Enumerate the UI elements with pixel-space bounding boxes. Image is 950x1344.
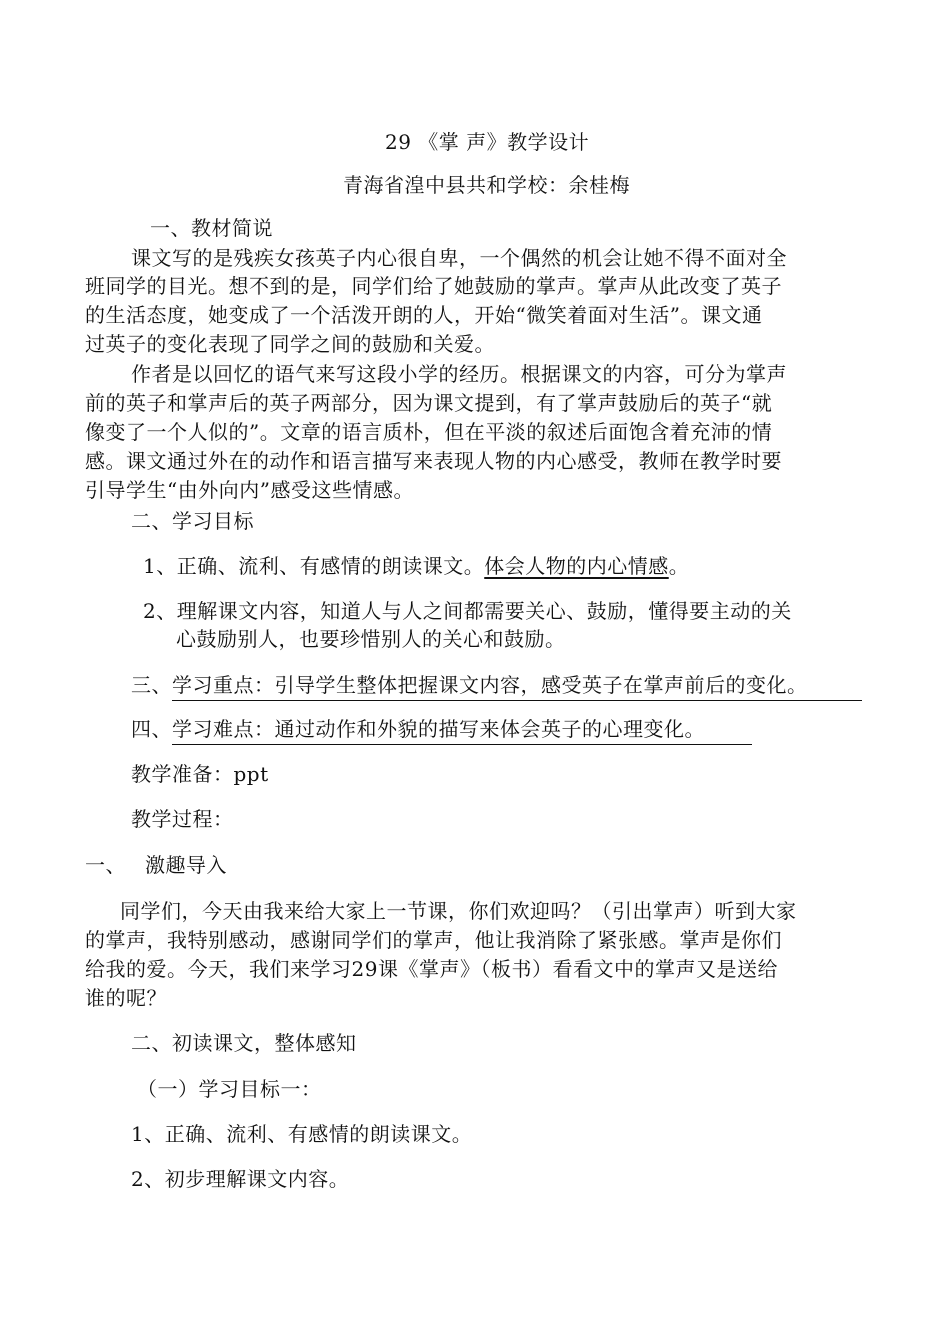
- intro-line4: 谁的呢？: [85, 986, 167, 1010]
- goal-1-underlined: 体会人物的内心情感: [484, 554, 669, 578]
- step1-title: 激趣导入: [145, 853, 227, 877]
- intro-line3: 给我的爱。今天，我们来学习29课《掌声》（板书）看看文中的掌声又是送给: [85, 957, 778, 981]
- para2-line5: 引导学生“由外向内”感受这些情感。: [85, 478, 414, 502]
- intro-line1: 同学们，今天由我来给大家上一节课，你们欢迎吗？（引出掌声）听到大家: [120, 899, 797, 923]
- document-title: 29 《掌 声》教学设计: [385, 130, 590, 154]
- section-heading-materials: 一、教材简说: [150, 216, 273, 240]
- para1-line3: 的生活态度，她变成了一个活泼开朗的人，开始“微笑着面对生活”。课文通: [85, 303, 763, 327]
- goal-2-line2: 心鼓励别人，也要珍惜别人的关心和鼓励。: [176, 627, 566, 651]
- para2-line1: 作者是以回忆的语气来写这段小学的经历。根据课文的内容，可分为掌声: [131, 362, 787, 386]
- difficulty: [131, 716, 752, 745]
- difficulty-prefix: 四、: [131, 717, 172, 741]
- sub1-item2: 2、初步理解课文内容。: [131, 1167, 350, 1191]
- para2-line2: 前的英子和掌声后的英子两部分，因为课文提到，有了掌声鼓励后的英子“就: [85, 391, 773, 415]
- goal-1: [143, 553, 689, 579]
- key-point-text: 学习重点：引导学生整体把握课文内容，感受英子在掌声前后的变化。: [172, 672, 862, 701]
- goal-1-end: 。: [668, 554, 690, 578]
- goal-2-line1: 2、理解课文内容，知道人与人之间都需要关心、鼓励，懂得要主动的关: [143, 599, 792, 623]
- para1-line4: 过英子的变化表现了同学之间的鼓励和关爱。: [85, 332, 495, 356]
- teaching-process: 教学过程：: [131, 807, 234, 831]
- key-point: [131, 672, 862, 701]
- para2-line3: 像变了一个人似的”。文章的语言质朴，但在平淡的叙述后面饱含着充沛的情: [85, 420, 773, 444]
- author-line: 青海省湟中县共和学校：余桂梅: [343, 173, 630, 197]
- difficulty-text: 学习难点：通过动作和外貌的描写来体会英子的心理变化。: [172, 716, 752, 745]
- para2-line4: 感。课文通过外在的动作和语言描写来表现人物的内心感受，教师在教学时要: [85, 449, 782, 473]
- key-point-prefix: 三、: [131, 673, 172, 697]
- para1-line1: 课文写的是残疾女孩英子内心很自卑，一个偶然的机会让她不得不面对全: [131, 246, 787, 270]
- step1-number: 一、: [85, 853, 126, 877]
- para1-line2: 班同学的目光。想不到的是，同学们给了她鼓励的掌声。掌声从此改变了英子: [85, 274, 782, 298]
- teaching-prep: 教学准备：ppt: [131, 762, 269, 786]
- sub1-item1: 1、正确、流利、有感情的朗读课文。: [131, 1122, 473, 1146]
- intro-line2: 的掌声，我特别感动，感谢同学们的掌声，他让我消除了紧张感。掌声是你们: [85, 928, 782, 952]
- goal-1-text: 1、正确、流利、有感情的朗读课文。: [143, 554, 485, 578]
- section-heading-goals: 二、学习目标: [131, 509, 254, 533]
- sub1-heading: （一）学习目标一：: [137, 1077, 322, 1101]
- step2-heading: 二、初读课文，整体感知: [131, 1031, 357, 1055]
